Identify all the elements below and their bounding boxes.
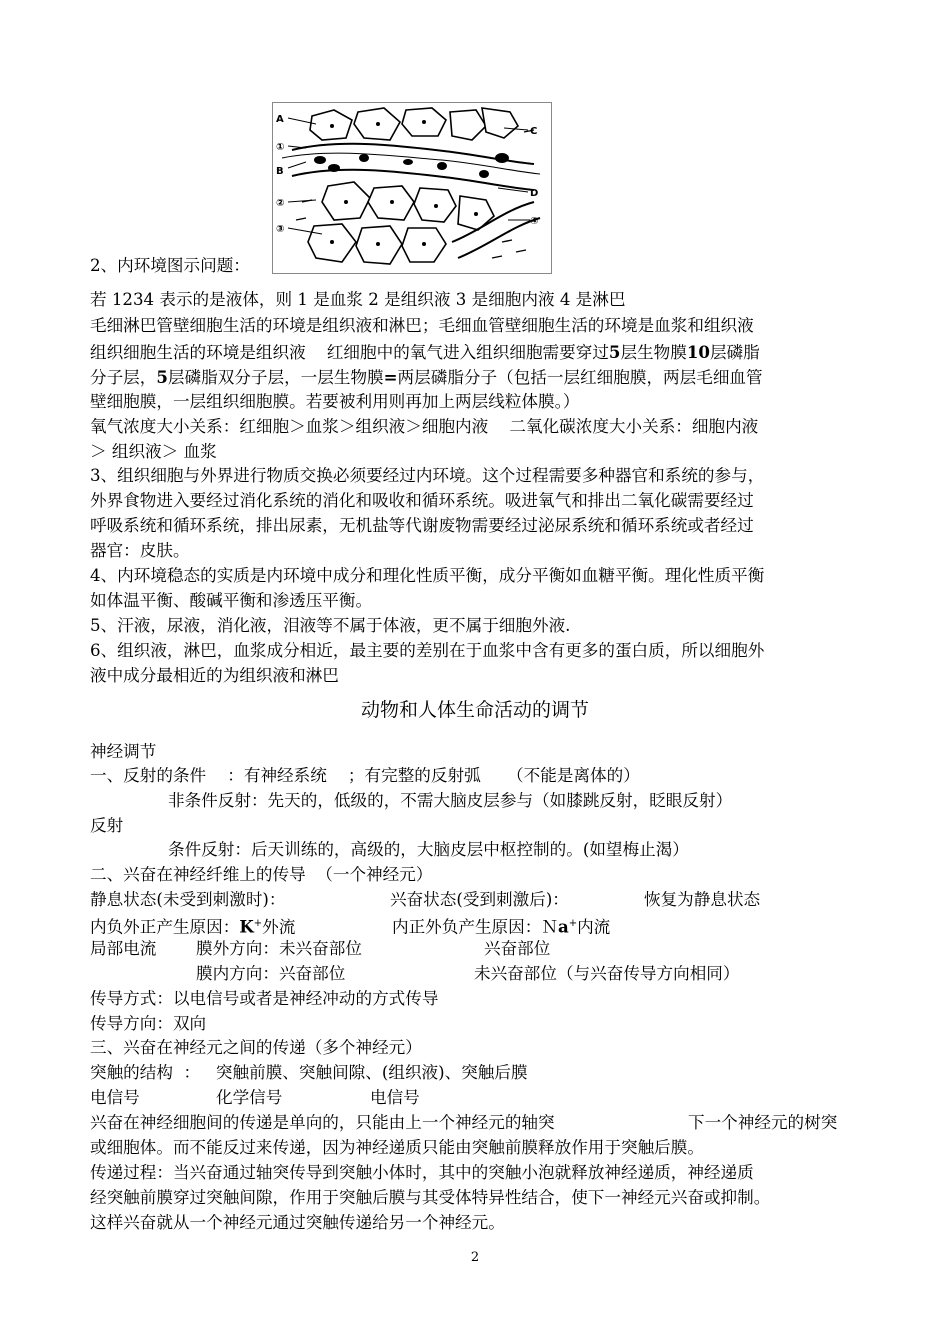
- text-line: 氧气浓度大小关系：红细胞＞血浆＞组织液＞细胞内液 二氧化碳浓度大小关系：细胞内液: [90, 417, 759, 436]
- text-line: 电信号: [370, 1088, 420, 1107]
- text-line: 壁细胞膜，一层组织细胞膜。若要被利用则再加上两层线粒体膜。）: [90, 392, 580, 411]
- page-number: 2: [470, 1250, 480, 1265]
- text-line: ＞ 组织液＞ 血浆: [90, 442, 217, 461]
- tissue-diagram-svg: [272, 102, 552, 274]
- text-line: 电信号: [90, 1088, 140, 1107]
- text-line: 外界食物进入要经过消化系统的消化和吸收和循环系统。吸进氧气和排出二氧化碳需要经过: [90, 491, 754, 510]
- text-line: 兴奋状态(受到刺激后)：: [390, 890, 569, 909]
- text-line: 6、组织液，淋巴，血浆成分相近，最主要的差别在于血浆中含有更多的蛋白质，所以细胞外: [90, 641, 765, 660]
- text-line: 器官：皮肤。: [90, 541, 190, 560]
- text-line: 二、兴奋在神经纤维上的传导 （一个神经元）: [90, 865, 433, 884]
- text-line: 一、反射的条件 ：有神经系统 ；有完整的反射弧 （不能是离体的）: [90, 766, 640, 785]
- text-line: 内正外负产生原因：Ｎa+内流: [392, 916, 611, 937]
- label-2: ②: [276, 198, 285, 209]
- text-line: 膜外方向：未兴奋部位: [196, 939, 362, 958]
- text-line: 或细胞体。而不能反过来传递，因为神经递质只能由突触前膜释放作用于突触后膜。: [90, 1138, 704, 1157]
- label-d: D: [530, 188, 539, 199]
- text-line: 条件反射：后天训练的，高级的，大脑皮层中枢控制的。(如望梅止渴）: [168, 840, 689, 859]
- text-line: 非条件反射：先天的，低级的，不需大脑皮层参与（如膝跳反射，眨眼反射）: [168, 791, 733, 810]
- label-c: C: [530, 126, 538, 137]
- text-line: 传导方式：以电信号或者是神经冲动的方式传导: [90, 989, 439, 1008]
- text-line: 毛细淋巴管壁细胞生活的环境是组织液和淋巴；毛细血管壁细胞生活的环境是血浆和组织液: [90, 316, 754, 335]
- label-b: B: [276, 166, 284, 177]
- text-line: 膜内方向：兴奋部位: [196, 964, 346, 983]
- text-line: 组织细胞生活的环境是组织液 红细胞中的氧气进入组织细胞需要穿过5层生物膜10层磷脂: [90, 342, 760, 362]
- text-line: 3、组织细胞与外界进行物质交换必须要经过内环境。这个过程需要多种器官和系统的参与，: [90, 466, 765, 485]
- text-line: 如体温平衡、酸碱平衡和渗透压平衡。: [90, 591, 373, 610]
- label-1: ①: [276, 142, 285, 153]
- text-line: 局部电流: [90, 939, 157, 958]
- text-line: 突触的结构 ： 突触前膜、突触间隙、(组织液)、突触后膜: [90, 1063, 528, 1082]
- text-line: 神经调节: [90, 742, 157, 761]
- text-line: 恢复为静息状态: [644, 890, 761, 909]
- text-line: 经突触前膜穿过突触间隙，作用于突触后膜与其受体特异性结合，使下一神经元兴奋或抑制。: [90, 1188, 771, 1207]
- text-line: 4、内环境稳态的实质是内环境中成分和理化性质平衡，成分平衡如血糖平衡。理化性质平衡: [90, 566, 765, 585]
- text-line: 液中成分最相近的为组织液和淋巴: [90, 666, 339, 685]
- text-line: 5、汗液，尿液，消化液，泪液等不属于体液，更不属于细胞外液.: [90, 616, 571, 635]
- text-line: 三、兴奋在神经元之间的传递（多个神经元）: [90, 1038, 422, 1057]
- label-4: ④: [530, 216, 539, 227]
- text-line: 内负外正产生原因：K+外流: [90, 916, 296, 937]
- text-line: 这样兴奋就从一个神经元通过突触传递给另一个神经元。: [90, 1213, 505, 1232]
- text-line: 未兴奋部位（与兴奋传导方向相同）: [474, 964, 740, 983]
- text-line: 反射: [90, 816, 124, 835]
- text-line: 兴奋在神经细胞间的传递是单向的，只能由上一个神经元的轴突: [90, 1113, 555, 1132]
- text-line: 若 1234 表示的是液体，则 1 是血浆 2 是组织液 3 是细胞内液 4 是淋巴: [90, 290, 626, 309]
- text-line: 化学信号: [216, 1088, 283, 1107]
- text-line: 分子层，5层磷脂双分子层，一层生物膜=两层磷脂分子（包括一层红细胞膜，两层毛细血管: [90, 367, 763, 387]
- text-line: 下一个神经元的树突: [688, 1113, 838, 1132]
- text-line: 呼吸系统和循环系统，排出尿素，无机盐等代谢废物需要经过泌尿系统和循环系统或者经过: [90, 516, 754, 535]
- section-title: 动物和人体生命活动的调节: [360, 699, 589, 721]
- label-a: A: [276, 114, 284, 125]
- text-line: 静息状态(未受到刺激时)：: [90, 890, 286, 909]
- internal-environment-diagram: [272, 102, 552, 274]
- text-line: 兴奋部位: [484, 939, 551, 958]
- text-line: 传递过程：当兴奋通过轴突传导到突触小体时，其中的突触小泡就释放神经递质，神经递质: [90, 1163, 754, 1182]
- figure-caption: 2、内环境图示问题：: [90, 256, 250, 275]
- text-line: 传导方向：双向: [90, 1014, 207, 1033]
- label-3: ③: [276, 224, 285, 235]
